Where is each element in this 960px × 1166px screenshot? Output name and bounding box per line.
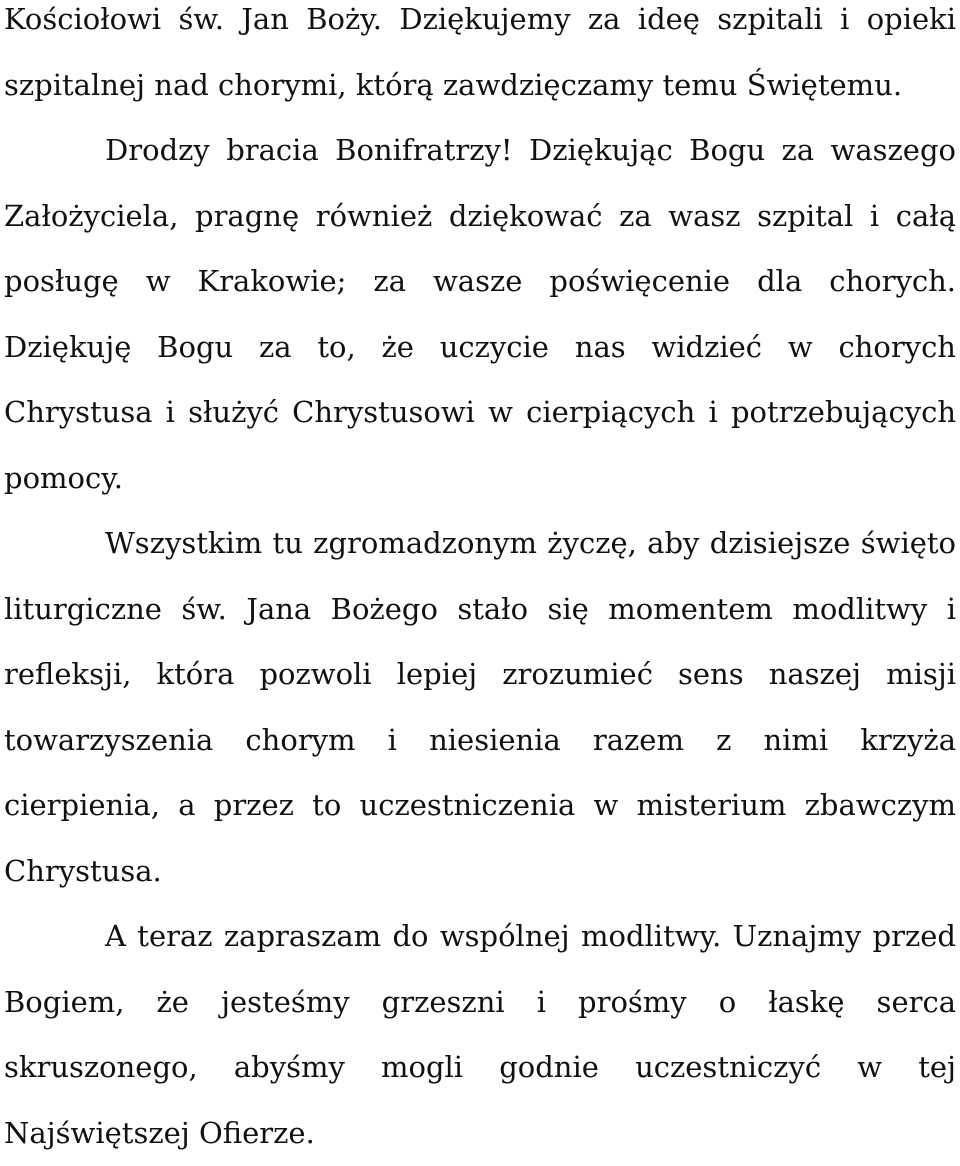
paragraph-4: A teraz zapraszam do wspólnej modlitwy. Uznajmy przed Bogiem, że jesteśmy grzeszni i prośmy o łaskę serca skruszonego, abyśmy mogli godnie uczestniczyć w tej Najświętszej Ofierze.: [4, 919, 956, 1150]
paragraph-2: Drodzy bracia Bonifratrzy! Dziękując Bogu za waszego Założyciela, pragnę również dziękować za wasz szpital i całą posługę w Krakowie; za wasze poświęcenie dla chorych. Dziękuję Bogu za to, że uczycie nas widzieć w chorych Chrystusa i służyć Chrystusowi w cierpiących i potrzebujących pomocy.: [4, 133, 956, 495]
paragraph-1: Kościołowi św. Jan Boży. Dziękujemy za ideę szpitali i opieki szpitalnej nad chorymi, którą zawdzięczamy temu Świętemu.: [4, 2, 956, 102]
paragraph-3: Wszystkim tu zgromadzonym życzę, aby dzisiejsze święto liturgiczne św. Jana Bożego stało się momentem modlitwy i refleksji, która pozwoli lepiej zrozumieć sens naszej misji towarzyszenia chorym i niesienia razem z nimi krzyża cierpienia, a przez to uczestniczenia w misterium zbawczym Chrystusa.: [4, 526, 956, 888]
document-page: [4, 0, 956, 1166]
